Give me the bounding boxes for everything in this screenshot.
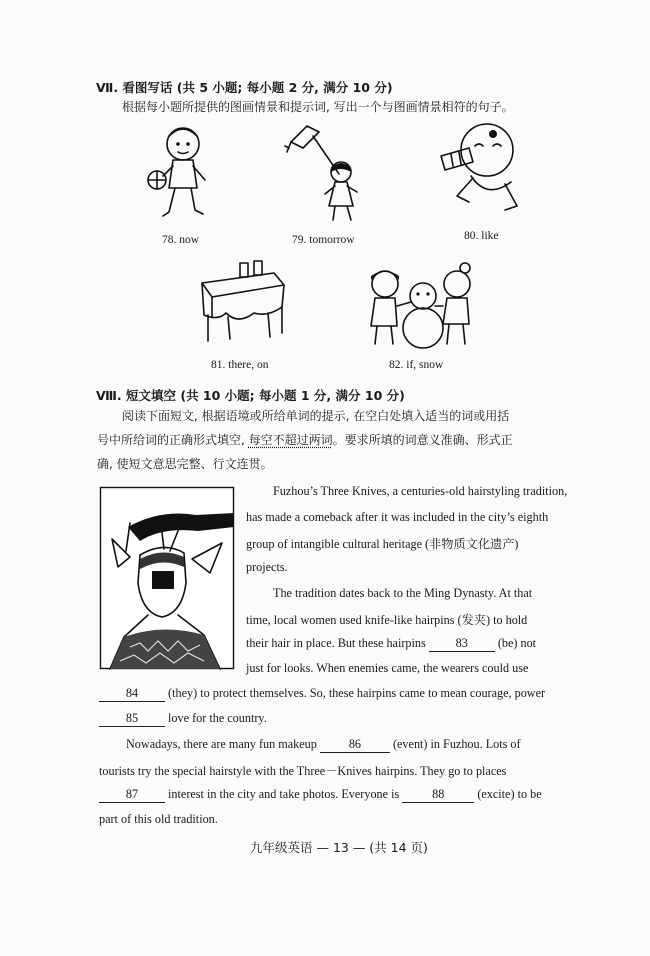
picture-82-snowman bbox=[365, 262, 475, 350]
passage-line: just for looks. When enemies came, the wearers could use bbox=[246, 661, 529, 675]
passage-line: The tradition dates back to the Ming Dynasty. At that bbox=[273, 586, 533, 600]
section-8-instruction-line-3: 确, 使短文意思完整、行文连贯。 bbox=[97, 457, 273, 471]
item-80-label: 80. like bbox=[464, 230, 499, 242]
passage-line bbox=[99, 711, 267, 727]
passage-line: group of intangible cultural heritage (非物质文化遗产) bbox=[246, 537, 519, 551]
item-79-label: 79. tomorrow bbox=[292, 234, 355, 246]
instruction-text: 。要求所填的词意义准确、形式正 bbox=[332, 433, 513, 447]
picture-79-girl-kite bbox=[285, 122, 365, 227]
section-8-heading: Ⅷ. 短文填空 (共 10 小题; 每小题 1 分, 满分 10 分) bbox=[96, 388, 405, 403]
three-knives-hairstyle-illustration bbox=[100, 487, 234, 669]
passage-text: their hair in place. But these hairpins bbox=[246, 636, 426, 650]
item-81-label: 81. there, on bbox=[211, 359, 269, 371]
instruction-emphasis: 每空不超过两词 bbox=[248, 433, 333, 447]
item-78-label: 78. now bbox=[162, 234, 200, 246]
passage-line: tourists try the special hairstyle with the Three－Knives hairpins. They go to places bbox=[99, 764, 507, 778]
section-7-instruction: 根据每小题所提供的图画情景和提示词, 写出一个与图画情景相符的句子。 bbox=[122, 100, 514, 114]
blank-86[interactable]: 86 bbox=[320, 737, 390, 753]
instruction-text: 号中所给词的正确形式填空, bbox=[97, 433, 249, 447]
blank-83[interactable]: 83 bbox=[429, 636, 495, 652]
passage-text: Nowadays, there are many fun makeup bbox=[126, 737, 317, 751]
blank-84[interactable]: 84 bbox=[99, 686, 165, 702]
passage-line: part of this old tradition. bbox=[99, 812, 218, 826]
picture-81-table-cups bbox=[198, 255, 288, 345]
picture-78-boy-basketball bbox=[145, 122, 220, 227]
passage-text: (be) not bbox=[497, 636, 537, 650]
passage-text: interest in the city and take photos. Everyone is bbox=[168, 787, 400, 801]
section-7-heading: Ⅶ. 看图写话 (共 5 小题; 每小题 2 分, 满分 10 分) bbox=[96, 80, 393, 95]
passage-line bbox=[126, 737, 521, 753]
section-8-instruction-line-1: 阅读下面短文, 根据语境或所给单词的提示, 在空白处填入适当的词或用括 bbox=[122, 409, 510, 423]
passage-line: has made a comeback after it was included in the city’s eighth bbox=[246, 510, 549, 524]
passage-line: projects. bbox=[246, 560, 288, 574]
passage-line bbox=[99, 787, 542, 803]
passage-text: (excite) to be bbox=[477, 787, 542, 801]
blank-87[interactable]: 87 bbox=[99, 787, 165, 803]
passage-text: love for the country. bbox=[168, 711, 267, 725]
passage-line bbox=[99, 686, 545, 702]
picture-80-baby-bottle bbox=[435, 120, 525, 220]
page-footer: 九年级英语 — 13 — (共 14 页) bbox=[250, 840, 428, 855]
section-8-instruction-line-2 bbox=[97, 431, 513, 448]
passage-text: (event) in Fuzhou. Lots of bbox=[392, 737, 521, 751]
passage-line: Fuzhou’s Three Knives, a centuries-old hairstyling tradition, bbox=[273, 484, 568, 498]
passage-line bbox=[246, 636, 536, 652]
item-82-label: 82. if, snow bbox=[389, 359, 444, 371]
blank-85[interactable]: 85 bbox=[99, 711, 165, 727]
passage-line: time, local women used knife-like hairpins (发夹) to hold bbox=[246, 613, 528, 627]
passage-text: (they) to protect themselves. So, these hairpins came to mean courage, power bbox=[168, 686, 546, 700]
blank-88[interactable]: 88 bbox=[402, 787, 474, 803]
